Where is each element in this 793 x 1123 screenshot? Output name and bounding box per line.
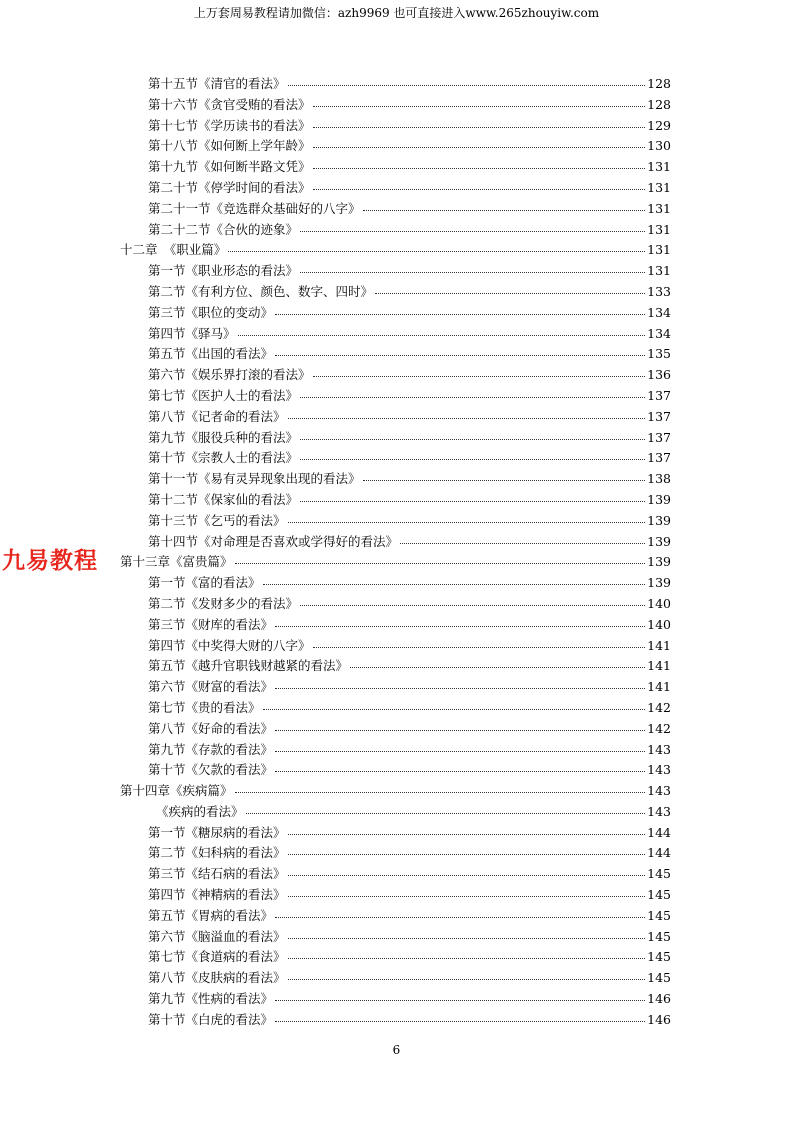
toc-entry-page: 145 bbox=[647, 866, 671, 882]
toc-entry-page: 138 bbox=[647, 471, 671, 487]
dot-leader bbox=[246, 799, 646, 814]
dot-leader bbox=[300, 445, 645, 460]
toc-entry bbox=[0, 94, 793, 115]
dot-leader bbox=[288, 924, 646, 939]
dot-leader bbox=[275, 341, 645, 356]
toc-entry-page: 143 bbox=[647, 803, 671, 819]
dot-leader bbox=[300, 487, 645, 502]
dot-leader bbox=[288, 508, 646, 523]
dot-leader bbox=[313, 633, 646, 648]
dot-leader bbox=[288, 820, 646, 835]
toc-entry-page: 145 bbox=[647, 887, 671, 903]
toc-entry-page: 146 bbox=[647, 1011, 671, 1027]
toc-entry bbox=[0, 302, 793, 323]
toc-entry-title: 第十三章《富贵篇》 bbox=[120, 554, 233, 570]
toc-entry-title: 第十三节《乞丐的看法》 bbox=[148, 512, 286, 528]
toc-entry-page: 131 bbox=[647, 159, 671, 175]
dot-leader bbox=[235, 778, 646, 793]
toc-entry-title: 第七节《贵的看法》 bbox=[148, 699, 261, 715]
toc-entry-page: 143 bbox=[647, 762, 671, 778]
dot-leader bbox=[288, 71, 646, 86]
toc-entry-page: 137 bbox=[647, 408, 671, 424]
toc-entry-title: 第七节《食道病的看法》 bbox=[148, 949, 286, 965]
toc-entry bbox=[0, 468, 793, 489]
toc-entry bbox=[0, 447, 793, 468]
toc-entry-page: 136 bbox=[647, 367, 671, 383]
toc-entry bbox=[0, 323, 793, 344]
toc-entry bbox=[0, 427, 793, 448]
toc-entry-title: 第五节《出国的看法》 bbox=[148, 346, 274, 362]
dot-leader bbox=[300, 591, 645, 606]
toc-entry-page: 137 bbox=[647, 429, 671, 445]
toc-entry-page: 139 bbox=[647, 512, 671, 528]
toc-entry-title: 第五节《胃病的看法》 bbox=[148, 907, 274, 923]
toc-entry-title: 第三节《财库的看法》 bbox=[148, 616, 274, 632]
toc-entry-page: 143 bbox=[647, 783, 671, 799]
dot-leader bbox=[313, 175, 646, 190]
toc-entry bbox=[0, 718, 793, 739]
toc-entry bbox=[0, 676, 793, 697]
toc-entry bbox=[0, 135, 793, 156]
toc-entry-title: 第二节《有利方位、颜色、数字、四时》 bbox=[148, 283, 374, 299]
toc-entry-title: 第七节《医护人士的看法》 bbox=[148, 387, 299, 403]
toc-entry bbox=[0, 177, 793, 198]
toc-entry bbox=[0, 73, 793, 94]
dot-leader bbox=[313, 133, 646, 148]
dot-leader bbox=[275, 757, 645, 772]
toc-entry-title: 第二节《发财多少的看法》 bbox=[148, 595, 299, 611]
toc-entry bbox=[0, 739, 793, 760]
toc-entry-title: 第九节《服役兵种的看法》 bbox=[148, 429, 299, 445]
toc-entry bbox=[0, 364, 793, 385]
toc-entry-page: 134 bbox=[647, 304, 671, 320]
toc-entry-page: 144 bbox=[647, 824, 671, 840]
toc-entry bbox=[0, 115, 793, 136]
dot-leader bbox=[288, 840, 646, 855]
toc-entry-title: 第一节《糖尿病的看法》 bbox=[148, 824, 286, 840]
toc-entry bbox=[0, 780, 793, 801]
toc-entry-page: 131 bbox=[647, 221, 671, 237]
toc-entry-title: 第八节《皮肤病的看法》 bbox=[148, 970, 286, 986]
dot-leader bbox=[400, 529, 645, 544]
page-header: 上万套周易教程请加微信：azh9969 也可直接进入www.265zhouyiw.com bbox=[193, 6, 600, 20]
toc-entry-title: 第一节《富的看法》 bbox=[148, 575, 261, 591]
toc-entry-title: 第二十二节《合伙的迹象》 bbox=[148, 221, 299, 237]
toc-entry-title: 第二节《妇科病的看法》 bbox=[148, 845, 286, 861]
dot-leader bbox=[300, 383, 645, 398]
dot-leader bbox=[275, 903, 645, 918]
toc-entry-page: 145 bbox=[647, 907, 671, 923]
toc-entry-title: 第十节《白虎的看法》 bbox=[148, 1011, 274, 1027]
toc-entry bbox=[0, 406, 793, 427]
dot-leader bbox=[263, 695, 646, 710]
toc-entry-title: 第十八节《如何断上学年龄》 bbox=[148, 138, 311, 154]
toc-entry-title: 第十节《欠款的看法》 bbox=[148, 762, 274, 778]
toc-entry-title: 第十一节《易有灵异现象出现的看法》 bbox=[148, 471, 361, 487]
toc-entry-title: 第四节《中奖得大财的八字》 bbox=[148, 637, 311, 653]
toc-entry bbox=[0, 489, 793, 510]
dot-leader bbox=[288, 965, 646, 980]
dot-leader bbox=[288, 861, 646, 876]
toc-entry bbox=[0, 614, 793, 635]
toc-entry bbox=[0, 635, 793, 656]
toc-entry-title: 第三节《结石病的看法》 bbox=[148, 866, 286, 882]
toc-entry-title: 第九节《性病的看法》 bbox=[148, 991, 274, 1007]
toc-entry-page: 140 bbox=[647, 595, 671, 611]
toc-entry bbox=[0, 863, 793, 884]
toc-entry bbox=[0, 946, 793, 967]
dot-leader bbox=[263, 570, 646, 585]
toc-entry bbox=[0, 822, 793, 843]
dot-leader bbox=[275, 716, 645, 731]
toc-entry bbox=[0, 198, 793, 219]
toc-entry bbox=[0, 343, 793, 364]
toc-entry-page: 145 bbox=[647, 928, 671, 944]
page-number: 6 bbox=[392, 1043, 401, 1057]
dot-leader bbox=[275, 737, 645, 752]
toc-entry-title: 第十四节《对命理是否喜欢或学得好的看法》 bbox=[148, 533, 399, 549]
toc-entry-title: 第二十节《停学时间的看法》 bbox=[148, 179, 311, 195]
toc-entry-title: 第五节《越升官职钱财越紧的看法》 bbox=[148, 658, 349, 674]
toc-entry bbox=[0, 905, 793, 926]
watermark-logo: 九易教程 bbox=[2, 548, 98, 574]
toc-entry-page: 145 bbox=[647, 949, 671, 965]
toc-entry-title: 第十七节《学历读书的看法》 bbox=[148, 117, 311, 133]
toc-entry-title: 第十九节《如何断半路文凭》 bbox=[148, 159, 311, 175]
dot-leader bbox=[313, 113, 646, 128]
toc-entry bbox=[0, 510, 793, 531]
toc-entry bbox=[0, 385, 793, 406]
table-of-contents bbox=[0, 73, 793, 1030]
toc-entry bbox=[0, 260, 793, 281]
dot-leader bbox=[275, 612, 645, 627]
dot-leader bbox=[235, 549, 646, 564]
toc-entry bbox=[0, 572, 793, 593]
toc-entry-title: 第一节《职业形态的看法》 bbox=[148, 263, 299, 279]
toc-entry-page: 141 bbox=[647, 637, 671, 653]
toc-entry-title: 第二十一节《竞选群众基础好的八字》 bbox=[148, 200, 361, 216]
toc-entry-page: 143 bbox=[647, 741, 671, 757]
dot-leader bbox=[313, 154, 646, 169]
toc-entry bbox=[0, 967, 793, 988]
dot-leader bbox=[275, 1007, 645, 1022]
toc-entry-page: 144 bbox=[647, 845, 671, 861]
toc-entry-title: 第四节《神精病的看法》 bbox=[148, 887, 286, 903]
toc-entry-title: 第十五节《清官的看法》 bbox=[148, 76, 286, 91]
toc-entry-title: 十二章 《职业篇》 bbox=[120, 242, 227, 258]
toc-entry-page: 128 bbox=[647, 96, 671, 112]
toc-entry-title: 第十节《宗教人士的看法》 bbox=[148, 450, 299, 466]
dot-leader bbox=[228, 237, 645, 252]
dot-leader bbox=[363, 466, 646, 481]
toc-entry-title: 第九节《存款的看法》 bbox=[148, 741, 274, 757]
dot-leader bbox=[363, 196, 646, 211]
toc-entry-title: 第八节《记者命的看法》 bbox=[148, 408, 286, 424]
toc-entry-title: 第十四章《疾病篇》 bbox=[120, 783, 233, 799]
toc-entry-page: 139 bbox=[647, 554, 671, 570]
dot-leader bbox=[350, 653, 645, 668]
toc-entry-title: 第六节《财富的看法》 bbox=[148, 679, 274, 695]
toc-entry bbox=[0, 988, 793, 1009]
toc-entry bbox=[0, 801, 793, 822]
toc-entry-page: 134 bbox=[647, 325, 671, 341]
toc-entry-title: 第四节《驿马》 bbox=[148, 325, 236, 341]
toc-entry-title: 第十六节《贪官受贿的看法》 bbox=[148, 96, 311, 112]
toc-entry-page: 141 bbox=[647, 679, 671, 695]
toc-entry bbox=[0, 884, 793, 905]
toc-entry-page: 131 bbox=[647, 242, 671, 258]
toc-entry-page: 130 bbox=[647, 138, 671, 154]
toc-entry-page: 139 bbox=[647, 575, 671, 591]
toc-entry bbox=[0, 219, 793, 240]
toc-entry-title: 第六节《脑溢血的看法》 bbox=[148, 928, 286, 944]
dot-leader bbox=[275, 300, 645, 315]
toc-entry-title: 《疾病的看法》 bbox=[156, 803, 244, 819]
toc-entry-page: 140 bbox=[647, 616, 671, 632]
dot-leader bbox=[275, 674, 645, 689]
toc-entry-page: 142 bbox=[647, 720, 671, 736]
toc-entry-page: 146 bbox=[647, 991, 671, 1007]
toc-entry-page: 141 bbox=[647, 658, 671, 674]
toc-entry bbox=[0, 281, 793, 302]
dot-leader bbox=[313, 92, 646, 107]
dot-leader bbox=[300, 217, 645, 232]
toc-entry-title: 第六节《娱乐界打滚的看法》 bbox=[148, 367, 311, 383]
toc-entry bbox=[0, 926, 793, 947]
toc-entry-page: 139 bbox=[647, 533, 671, 549]
toc-entry bbox=[0, 759, 793, 780]
toc-entry bbox=[0, 551, 793, 572]
toc-entry bbox=[0, 593, 793, 614]
toc-entry-page: 145 bbox=[647, 970, 671, 986]
toc-entry-page: 139 bbox=[647, 491, 671, 507]
toc-entry-page: 133 bbox=[647, 283, 671, 299]
toc-entry bbox=[0, 655, 793, 676]
toc-entry-page: 137 bbox=[647, 450, 671, 466]
toc-entry-page: 137 bbox=[647, 387, 671, 403]
dot-leader bbox=[288, 944, 646, 959]
dot-leader bbox=[275, 986, 645, 1001]
toc-entry bbox=[0, 842, 793, 863]
dot-leader bbox=[300, 258, 645, 273]
toc-entry-page: 142 bbox=[647, 699, 671, 715]
dot-leader bbox=[375, 279, 645, 294]
toc-entry bbox=[0, 156, 793, 177]
toc-entry-page: 135 bbox=[647, 346, 671, 362]
toc-entry-page: 131 bbox=[647, 263, 671, 279]
dot-leader bbox=[288, 404, 646, 419]
toc-entry-title: 第八节《好命的看法》 bbox=[148, 720, 274, 736]
toc-entry bbox=[0, 1009, 793, 1030]
toc-entry bbox=[0, 239, 793, 260]
toc-entry bbox=[0, 531, 793, 552]
dot-leader bbox=[300, 425, 645, 440]
toc-entry-page: 129 bbox=[647, 117, 671, 133]
dot-leader bbox=[288, 882, 646, 897]
dot-leader bbox=[238, 321, 646, 336]
toc-entry-title: 第十二节《保家仙的看法》 bbox=[148, 491, 299, 507]
dot-leader bbox=[313, 362, 646, 377]
toc-entry-page: 131 bbox=[647, 179, 671, 195]
toc-entry-page: 128 bbox=[647, 76, 671, 91]
toc-entry-page: 131 bbox=[647, 200, 671, 216]
toc-entry bbox=[0, 697, 793, 718]
toc-entry-title: 第三节《职位的变动》 bbox=[148, 304, 274, 320]
